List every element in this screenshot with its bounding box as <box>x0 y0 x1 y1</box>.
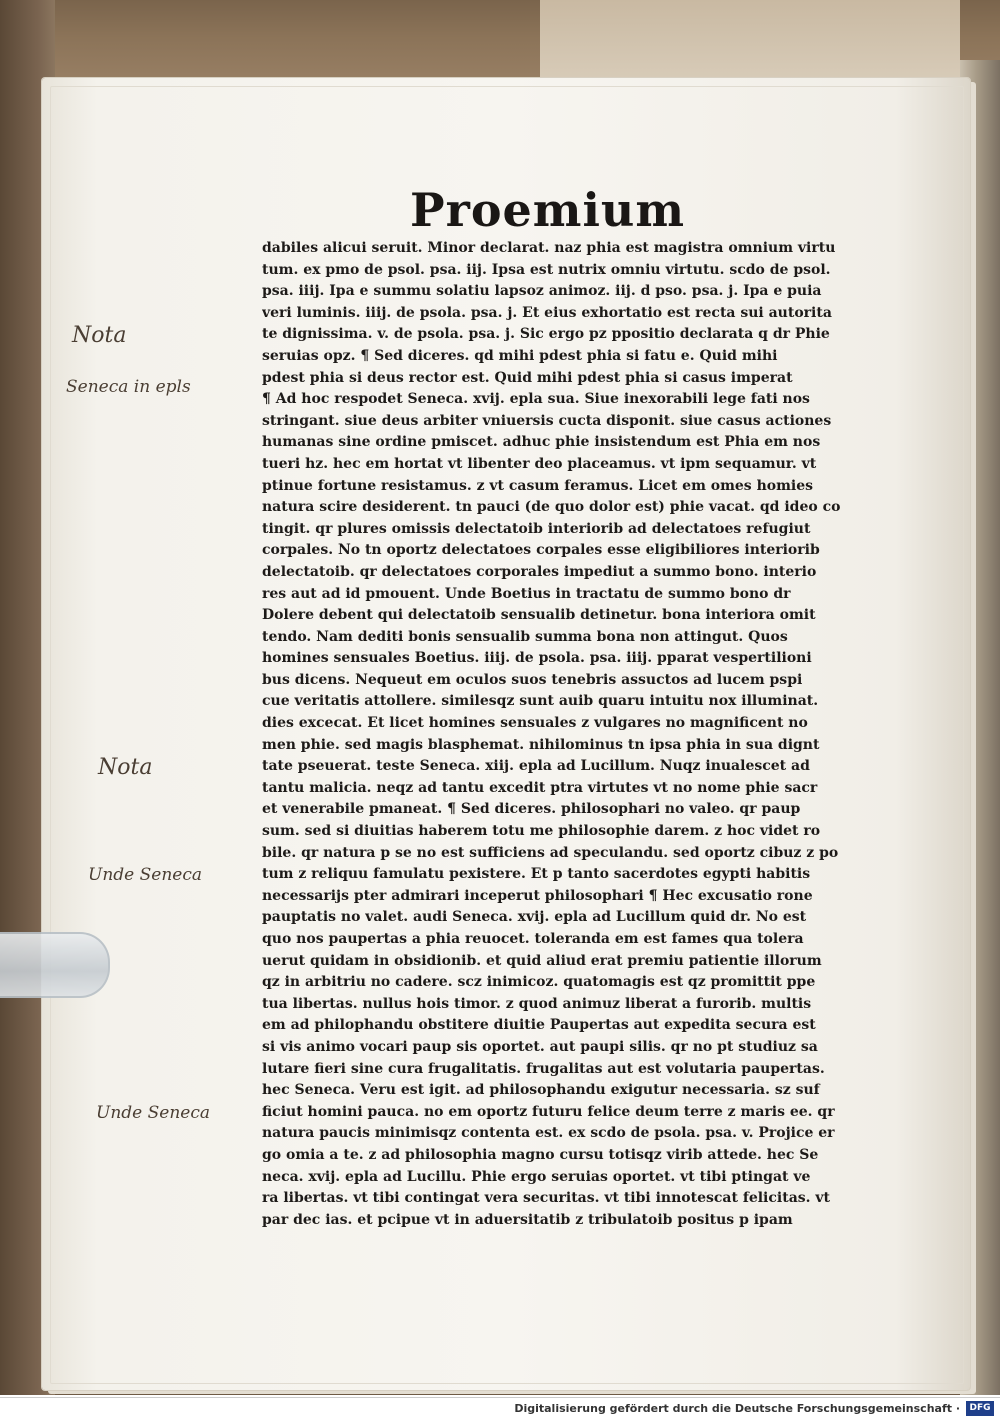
text-line: pauptatis no valet. audi Seneca. xvij. epla ad Lucillum quid dr. No est <box>262 909 807 926</box>
text-line: te dignissima. v. de psola. psa. j. Sic ergo pz ppositio declarata q dr Phie <box>262 326 830 343</box>
text-line: quo nos paupertas a phia reuocet. toleranda em est fames qua tolera <box>262 931 804 947</box>
text-line: neca. xvij. epla ad Lucillu. Phie ergo seruias oportet. vt tibi ptingat ve <box>262 1168 811 1185</box>
footer-bar <box>0 1397 1000 1420</box>
text-line: ptinue fortune resistamus. z vt casum feramus. Licet em omes homies <box>262 477 814 494</box>
footer-credit: Digitalisierung gefördert durch die Deutsche Forschungsgemeinschaft · <box>514 1402 960 1415</box>
text-line: bus dicens. Nequeut em oculos suos tenebris assuctos ad lucem pspi <box>262 671 803 688</box>
book-cover-top <box>0 0 1000 90</box>
margin-note-5: Unde Seneca <box>96 1103 210 1123</box>
text-line: ficiut homini pauca. no em oportz futuru felice deum terre z maris ee. qr <box>262 1103 835 1120</box>
text-line: ra libertas. vt tibi contingat vera securitas. vt tibi innotescat felicitas. vt <box>262 1190 830 1207</box>
text-line: et venerabile pmaneat. ¶ Sed diceres. philosophari no valeo. qr paup <box>262 801 801 818</box>
text-line: corpales. No tn oportz delectatoes corpales esse eligibiliores interiorib <box>262 542 820 559</box>
text-line: humanas sine ordine pmiscet. adhuc phie insistendum est Phia em nos <box>262 434 821 451</box>
text-line: natura paucis minimisqz contenta est. ex scdo de psola. psa. v. Projice er <box>262 1125 835 1142</box>
text-line: tum. ex pmo de psol. psa. iij. Ipsa est nutrix omniu virtutu. scdo de psol. <box>262 261 831 278</box>
main-text-block <box>262 238 852 1231</box>
margin-note-3: Nota <box>98 755 153 780</box>
text-line: cue veritatis attollere. similesqz sunt auib quaru intuitu nox illuminat. <box>262 693 819 710</box>
text-line: dies excecat. Et licet homines sensuales z vulgares no magnificent no <box>262 715 808 732</box>
text-line: natura scire desiderent. tn pauci (de quo dolor est) phie vacat. qd ideo co <box>262 499 841 516</box>
margin-note-4: Unde Seneca <box>88 865 202 885</box>
text-line: necessarijs pter admirari inceperut philosophari ¶ Hec excusatio rone <box>262 887 813 904</box>
text-line: tua libertas. nullus hois timor. z quod animuz liberat a furorib. multis <box>262 995 812 1012</box>
text-line: tueri hz. hec em hortat vt libenter deo placeamus. vt ipm sequamur. vt <box>262 455 817 472</box>
text-line: uerut quidam in obsidionib. et quid aliud erat premiu patientie illorum <box>262 952 822 969</box>
margin-note-2: Seneca in epls <box>66 377 191 397</box>
text-line: sum. sed si diuitias haberem totu me philosophie darem. z hoc videt ro <box>262 823 821 840</box>
text-line: homines sensuales Boetius. iiij. de psola. psa. iiij. pparat vespertilioni <box>262 650 812 667</box>
text-line: tum z reliquu famulatu pexistere. Et p tanto sacerdotes egypti habitis <box>262 866 811 883</box>
text-line: si vis animo vocari paup sis oportet. aut paupi silis. qr no pt studiuz sa <box>262 1038 818 1055</box>
text-line: delectatoib. qr delectatoes corporales impediut a summo bono. interio <box>262 563 817 580</box>
text-line: par dec ias. et pcipue vt in aduersitatib z tribulatoib positus p ipam <box>262 1211 793 1228</box>
text-line: tate pseuerat. teste Seneca. xiij. epla ad Lucillum. Nuqz inualescet ad <box>262 758 810 775</box>
text-line: veri luminis. iiij. de psola. psa. j. Et eius exhortatio est recta sui autorita <box>262 304 832 321</box>
text-line: men phie. sed magis blasphemat. nihilominus tn ipsa phia in sua dignt <box>262 736 820 753</box>
text-line: stringant. siue deus arbiter vniuersis cucta disponit. siue casus actiones <box>262 412 832 429</box>
text-line: tendo. Nam dediti bonis sensualib summa bona non attingut. Quos <box>262 628 788 645</box>
text-line: qz in arbitriu no cadere. scz inimicoz. quatomagis est qz promittit ppe <box>262 974 816 991</box>
text-line: tantu malicia. neqz ad tantu excedit ptra virtutes vt no nome phie sacr <box>262 779 818 796</box>
text-line: hec Seneca. Veru est igit. ad philosophandu exigutur necessaria. sz suf <box>262 1082 820 1099</box>
text-line: lutare fieri sine cura frugalitatis. frugalitas aut est volutaria paupertas. <box>262 1060 825 1077</box>
text-line: go omia a te. z ad philosophia magno cursu totisqz virib attede. hec Se <box>262 1146 819 1163</box>
text-line: em ad philophandu obstitere diuitie Paupertas aut expedita secura est <box>262 1017 816 1034</box>
text-line: ¶ Ad hoc respodet Seneca. xvij. epla sua. Siue inexorabili lege fati nos <box>262 391 810 408</box>
text-line: Dolere debent qui delectatoib sensualib detinetur. bona interiora omit <box>262 607 816 624</box>
text-line: res aut ad id pmouent. Unde Boetius in tractatu de summo bono dr <box>262 585 791 602</box>
page-heading: Proemium <box>410 183 686 237</box>
text-line: psa. iiij. Ipa e summu solatiu lapsoz animoz. iij. d pso. psa. j. Ipa e puia <box>262 283 822 300</box>
text-line: dabiles alicui seruit. Minor declarat. naz phia est magistra omnium virtu <box>262 240 836 256</box>
page-clip <box>0 932 110 998</box>
dfg-logo: DFG <box>966 1401 994 1416</box>
margin-note-1: Nota <box>72 323 127 348</box>
text-line: pdest phia si deus rector est. Quid mihi pdest phia si casus imperat <box>262 369 793 386</box>
text-line: tingit. qr plures omissis delectatoib interiorib ad delectatoes refugiut <box>262 520 811 537</box>
text-line: bile. qr natura p se no est sufficiens ad speculandu. sed oportz cibuz z po <box>262 844 839 861</box>
cover-label-area <box>540 0 960 84</box>
text-line: seruias opz. ¶ Sed diceres. qd mihi pdest phia si fatu e. Quid mihi <box>262 347 778 364</box>
